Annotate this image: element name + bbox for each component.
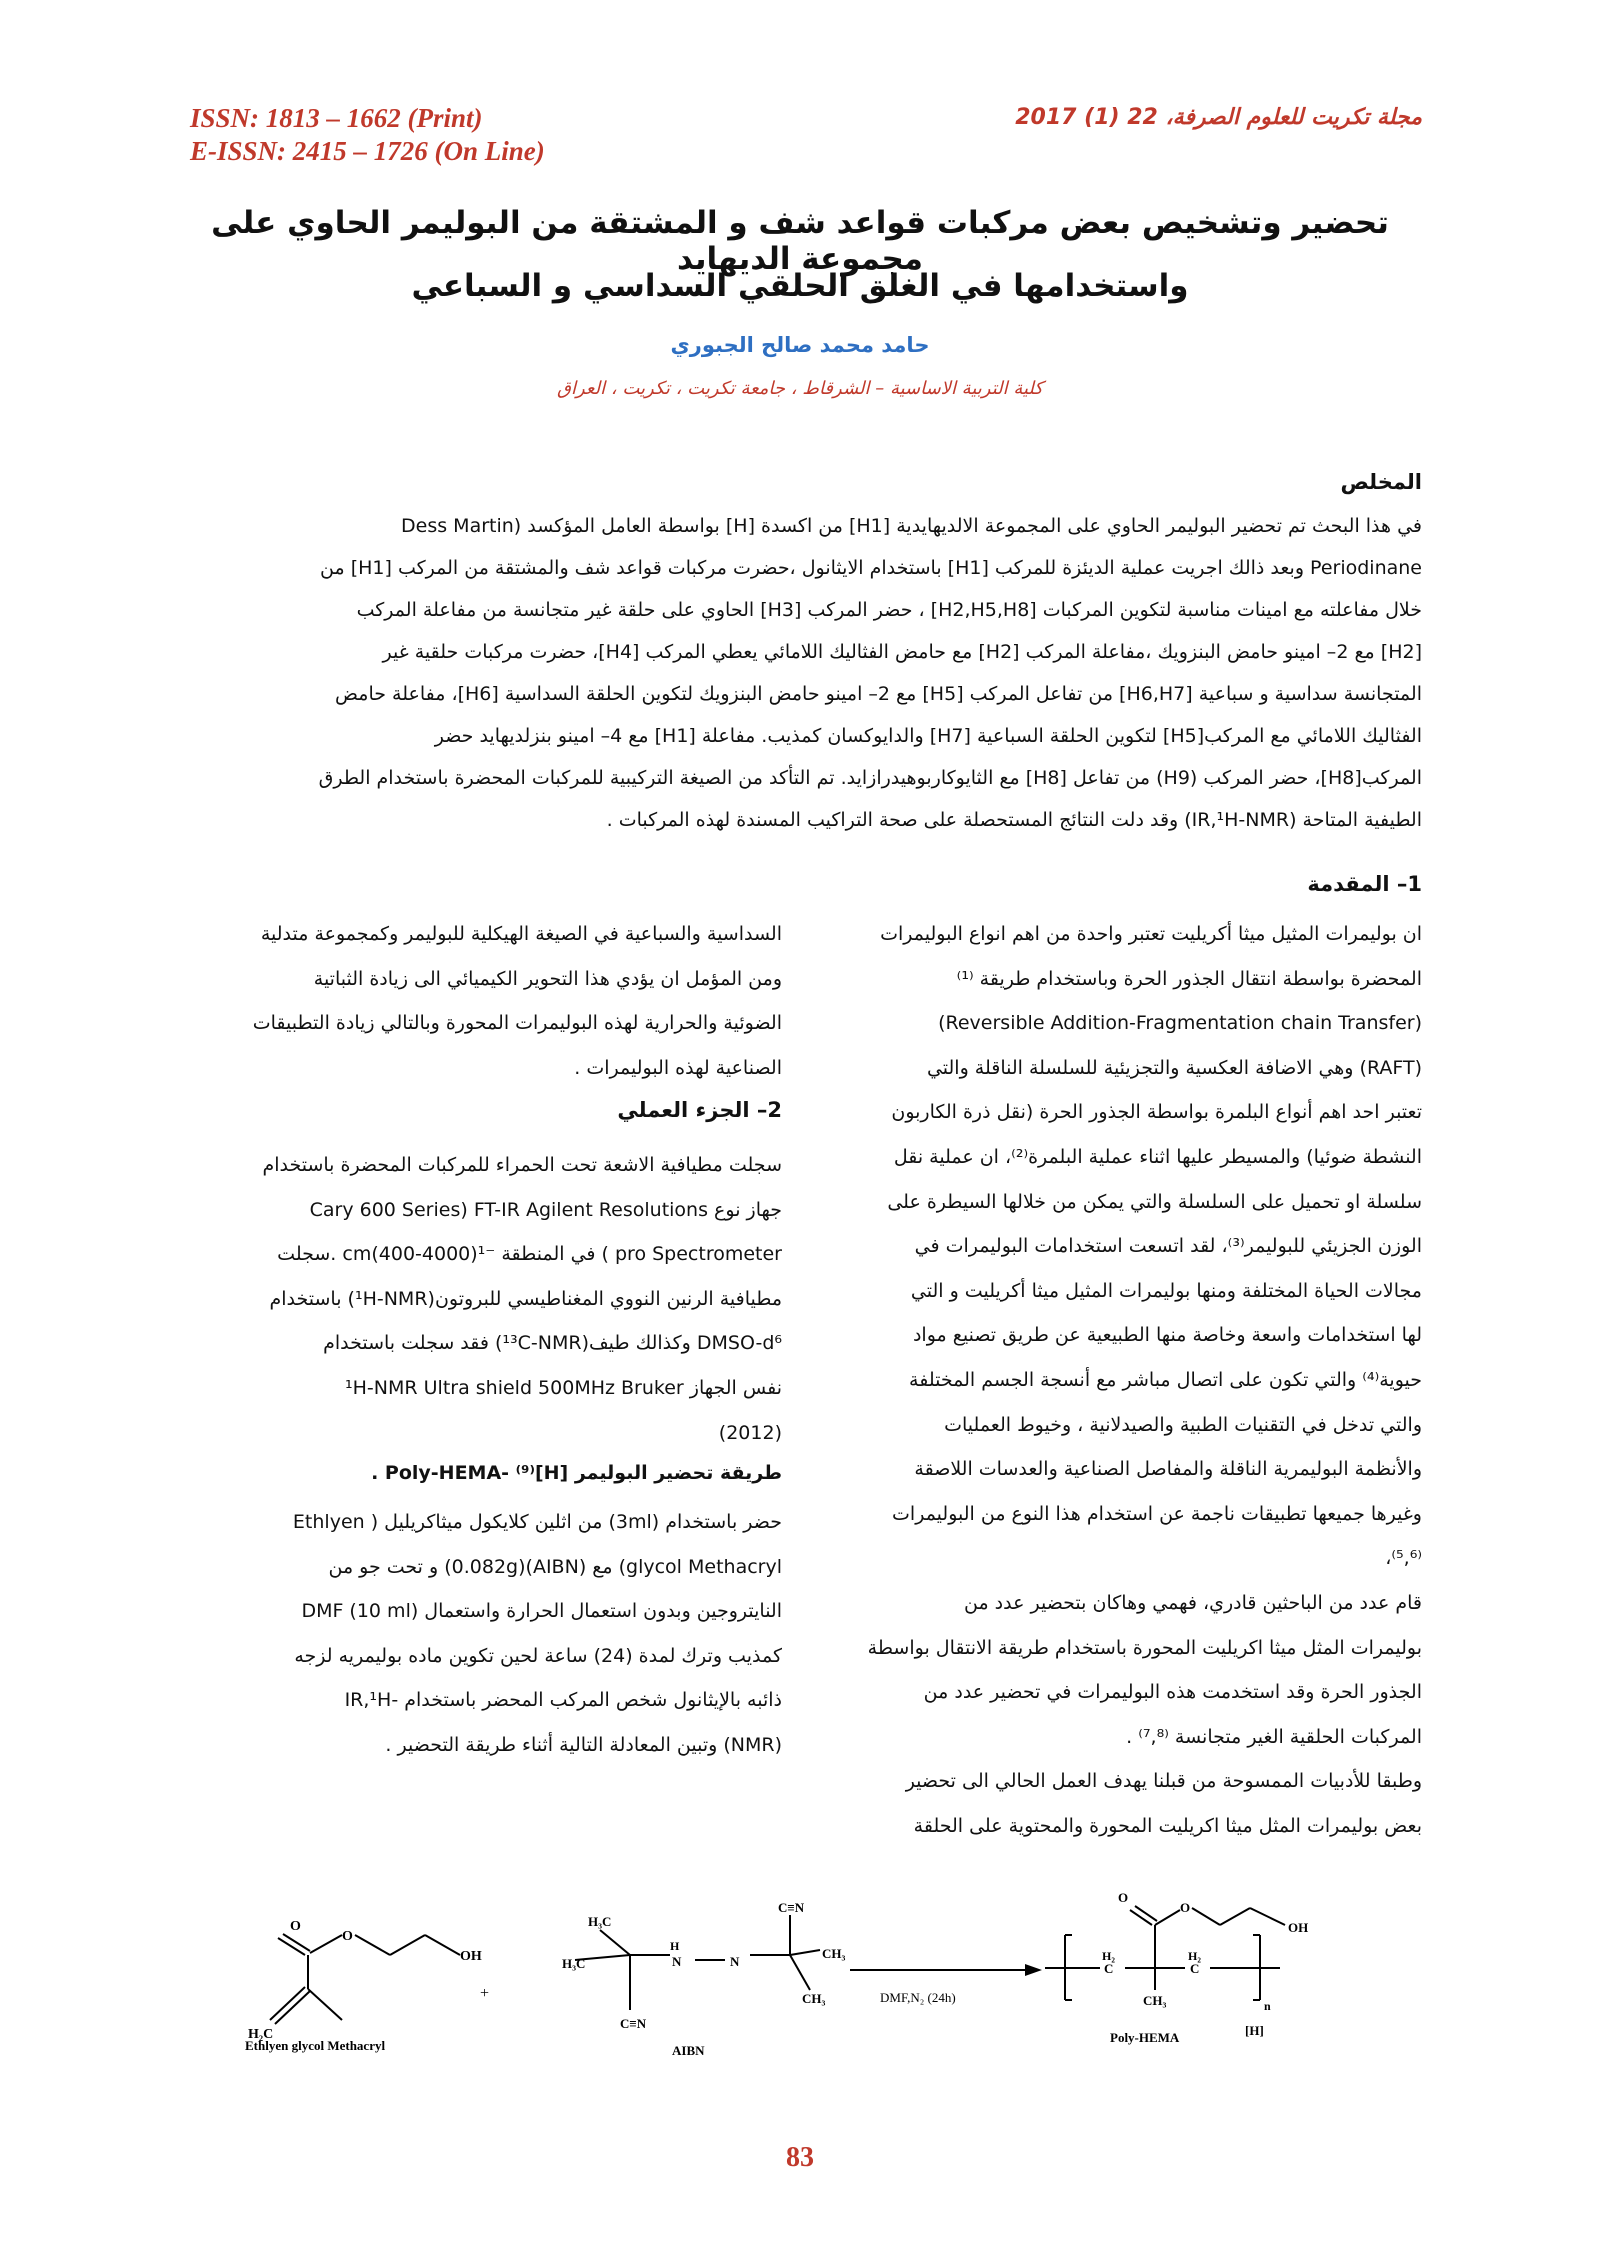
experimental-line: جهاز نوع Cary 600 Series) FT-IR Agilent Resolutions [309,1198,782,1221]
right-column-text [830,912,1422,1848]
atom-cn-bottom: C≡N [620,2016,647,2031]
atom-o4: O [1180,1900,1191,1915]
atom-ch3-product: CH₃ [1143,1993,1167,2008]
right-column-line: والتي تدخل في التقنيات الطبية والصيدلانية ، وخيوط العمليات [944,1413,1422,1436]
method-line: ذائبه بالإيثانول شخص المركب المحضر باستخدام -IR,¹H [344,1689,782,1712]
abstract-line: في هذا البحث تم تحضير البوليمر الحاوي على المجموعة الالديهايدية [H1] من اكسدة [H] بواسطة العامل المؤكسد (Dess Martin [401,515,1422,537]
page-number: 83 [786,2142,814,2173]
right-column-line: وغيرها جميعها تطبيقات ناجمة عن استخدام هذا النوع من البوليمرات [892,1502,1422,1525]
reaction-conditions: DMF,N₂ (24h) [880,1990,956,2005]
atom-o2: O [342,1929,353,1944]
abstract-line: [H2] مع 2– امينو حامض البنزويك ،مفاعلة المركب [H2] مع حامض الفثاليك اللامائي يعطي المركب [H4]، حضرت مركبات حلقية غير [382,641,1422,663]
atom-c1: C [1104,1961,1114,1976]
abstract-heading: المخلص [1340,470,1422,494]
experimental-line: نفس الجهاز ¹H-NMR Ultra shield 500MHz Bruker [345,1376,782,1399]
atom-n2: N [730,1954,740,1969]
right-column-line: مجالات الحياة المختلفة ومنها بوليمرات المثيل ميثا أكريليت و التي [910,1279,1422,1302]
journal-citation: مجلة تكريت للعلوم الصرفة، 22 (1) 2017 [1015,105,1422,130]
left-column-line: السداسية والسباعية في الصيغة الهيكلية للبوليمر وكمجموعة متدلية [260,923,782,945]
right-column-line: المحضرة بواسطة انتقال الجذور الحرة وباستخدام طريقة ⁽¹⁾ [956,967,1422,990]
reactant1-label: Ethlyen glycol Methacryl [245,2038,386,2053]
abstract-body [190,505,1422,841]
atom-h3c-left: H₃C [562,1956,586,1971]
method-heading: طريقة تحضير البوليمر [H]Poly-HEMA- ⁽⁹⁾ . [371,1462,782,1484]
right-column-line: بوليمرات المثل ميثا اكريليت المحورة باستخدام طريقة الانتقال بواسطة [867,1636,1422,1659]
experimental-line: مطيافية الرنين النووي المغناطيسي للبروتون(¹H-NMR) باستخدام [269,1287,782,1310]
atom-c2: C [1190,1961,1200,1976]
experimental-line: pro Spectrometer ) في المنطقة ⁻¹(4000-400)cm .سجلت [277,1243,782,1266]
experimental-line: (2012) [718,1421,782,1444]
left-column-intro [190,912,782,1090]
method-line: النايتروجين وبدون استعمال الحرارة واستعمال (DMF (10 ml [301,1600,782,1623]
left-column-line: الصناعية لهذه البوليمرات . [574,1056,782,1079]
right-column-line: المركبات الحلقية الغير متجانسة ⁽⁷,⁸⁾ . [1126,1725,1422,1748]
abstract-line: الفثاليك اللامائي مع المركب[H5] لتكوين الحلقة السباعية [H7] والدايوكسان كمذيب. مفاعلة [H1] مع 4– امينو بنزلديهايد حضر [434,725,1422,747]
abstract-line: الطيفية المتاحة (IR,¹H-NMR) وقد دلت النتائج المستحصلة على صحة التراكيب المسندة لهذه المركبات . [606,809,1422,831]
issn-print: ISSN: 1813 – 1662 (Print) [190,103,483,133]
affiliation: كلية التربية الاساسية – الشرقاط ، جامعة تكريت ، تكريت ، العراق [557,378,1043,399]
abstract-line: المتجانسة سداسية و سباعية [H6,H7] من تفاعل المركب [H5] مع 2– امينو حامض البنزويك لتكوين الحلقة السداسية [H6]، مفاعلة حامض [334,683,1422,705]
right-column-line: (RAFT) وهي الاضافة العكسية والتجزيئية للسلسلة الناقلة والتي [926,1056,1422,1079]
right-column-line: بعض بوليمرات المثل ميثا اكريليت المحورة والمحتوية على الحلقة [913,1814,1422,1837]
reaction-scheme [230,1860,1410,2070]
method-text [190,1500,782,1768]
atom-h2-2: H₂ [1188,1949,1201,1963]
introduction-heading: 1– المقدمة [1307,872,1422,896]
product-code: [H] [1245,2023,1264,2038]
experimental-heading: 2– الجزء العملي [617,1098,782,1122]
method-line: glycol Methacryl) مع (AIBN)(0.082g) و تحت جو من [328,1555,782,1578]
atom-ch3-bottom: CH₃ [802,1991,826,2006]
right-column-line: ⁽⁵,⁶⁾، [1385,1547,1422,1570]
method-line: كمذيب وترك لمدة (24) ساعة لحين تكوين ماده بوليمريه لزجه [294,1644,782,1667]
atom-oh: OH [460,1949,482,1964]
method-line: حضر باستخدام (3ml) من اثلين كلايكول ميثاكريليل ( Ethlyen [292,1511,782,1533]
right-column-line: لها استخدامات واسعة وخاصة منها الطبيعية عن طريق تصنيع مواد [912,1324,1422,1347]
paper-title-line1: تحضير وتشخيص بعض مركبات قواعد شف و المشتقة من البوليمر الحاوي على مجموعة الديهايد [211,205,1389,277]
right-column-line: وطبقا للأدبيات الممسوحة من قبلنا يهدف العمل الحالي الى تحضير [905,1770,1422,1793]
atom-h: H [670,1939,680,1953]
left-column-line: الضوئية والحرارية لهذه البوليمرات المحورة وبالتالي زيادة التطبيقات [252,1012,782,1035]
atom-o3: O [1118,1890,1129,1905]
experimental-line: DMSO-d⁶ وكذالك طيف(¹³C-NMR) فقد سجلت باستخدام [323,1332,782,1355]
right-column-line: قام عدد من الباحثين قادري، فهمي وهاكان بتحضير عدد من [963,1591,1422,1614]
atom-o1: O [290,1919,301,1934]
abstract-line: Periodinane وبعد ذالك اجريت عملية الديئزة للمركب [H1] باستخدام الايثانول ،حضرت مركبات قواعد شف والمشتقة من المركب [H1] من [320,557,1422,579]
atom-h3c-top: H₃C [588,1914,612,1929]
atom-oh-product: OH [1288,1920,1309,1935]
experimental-line: سجلت مطيافية الاشعة تحت الحمراء للمركبات المحضرة باستخدام [262,1154,782,1176]
right-column-line: ان بوليمرات المثيل ميثا أكريليت تعتبر واحدة من اهم انواع البوليمرات [880,923,1422,945]
right-column-line: تعتبر احد اهم أنواع البلمرة بواسطة الجذور الحرة (نقل ذرة الكاربون [891,1101,1422,1124]
left-column-line: ومن المؤمل ان يؤدي هذا التحوير الكيميائي الى زيادة الثباتية [313,967,782,990]
method-line: (NMR) وتبين المعادلة التالية أثناء طريقة التحضير . [385,1733,782,1756]
abstract-line: المركب[H8]، حضر المركب (H9) من تفاعل [H8] مع الثايوكاربوهيدرازايد. تم التأكد من الصيغة التركيبية للمركبات المحضرة باستخدام الطرق [318,767,1422,789]
right-column-line: الوزن الجزيئي للبوليمر⁽³⁾، لقد اتسعت استخدامات البوليمرات في [914,1235,1422,1258]
subscript-n: n [1264,1999,1271,2013]
atom-ch3-right: CH₃ [822,1946,846,1961]
author-name: حامد محمد صالح الجبوري [670,333,930,357]
experimental-text [190,1143,782,1455]
atom-cn-top: C≡N [778,1900,805,1915]
right-column-line: سلسلة او تحميل على السلسلة والتي يمكن من خلالها السيطرة على [887,1190,1422,1213]
right-column-line: الجذور الحرة وقد استخدمت هذه البوليمرات في تحضير عدد من [923,1681,1422,1704]
right-column-line: والأنظمة البوليمرية الناقلة والمفاصل الصناعية والعدسات اللاصقة [914,1458,1422,1481]
issn-online: E-ISSN: 2415 – 1726 (On Line) [190,136,545,166]
atom-h2-1: H₂ [1102,1949,1115,1963]
abstract-line: خلال مفاعلته مع امينات مناسبة لتكوين المركبات [H2,H5,H8] ، حضر المركب [H3] الحاوي على حلقة غير متجانسة من مفاعلة المركب [356,599,1422,621]
paper-title-line2: واستخدامها في الغلق الحلقي السداسي و السباعي [411,268,1189,304]
right-column-line: (Reversible Addition-Fragmentation chain Transfer) [938,1012,1422,1035]
right-column-line: حيوية⁽⁴⁾ والتي تكون على اتصال مباشر مع أنسجة الجسم المختلفة [909,1368,1422,1391]
atom-h2c: H₂C [248,2027,274,2042]
reactant2-label: AIBN [672,2043,705,2058]
product-label: Poly-HEMA [1110,2030,1180,2045]
atom-n1: N [672,1954,682,1969]
right-column-line: النشطة ضوئيا) والمسيطر عليها اثناء عملية البلمرة⁽²⁾، ان عملية نقل [893,1145,1422,1168]
plus-sign: + [480,1985,490,2002]
